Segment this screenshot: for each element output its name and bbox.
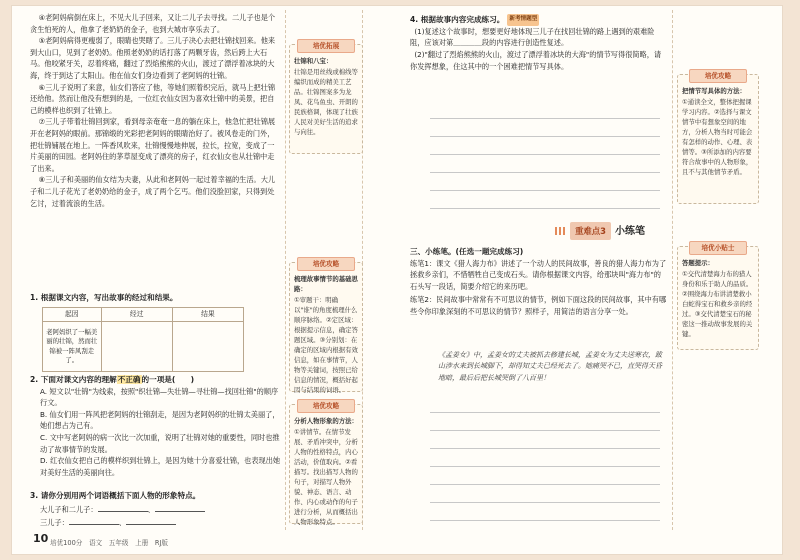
paragraph-4: ④老阿妈病倒在床上，不见大儿子回来，又让二儿子去寻找。二儿子也是个贪生怕死的人，他拿了老奶奶的金子，也到大城市享乐去了。: [30, 13, 276, 34]
question-2-highlight: 不正确: [117, 375, 141, 384]
table-cell-cause: 老阿妈织了一幅美丽的壮锦，然而壮锦被一阵风刮走了。: [43, 322, 102, 372]
section-3-title: 三、小练笔。(任选一题完成练习): [410, 247, 524, 256]
q3-label-a: 大儿子和二儿子：: [40, 504, 98, 514]
sidebar-body: 壮锦是用丝线或棉线等编织而成的精美工艺品。壮锦图案多为龙凤、花鸟鱼虫、开朗的民族格调，体现了壮族人民对美好生活的追求与向往。: [294, 68, 358, 136]
question-4-title: 4. 根据故事内容完成练习。: [410, 15, 505, 24]
column-divider: [285, 10, 286, 530]
q3-line-a: 大儿子和二儿子： 、: [40, 504, 282, 516]
q3-blank-b1[interactable]: [69, 524, 119, 525]
table-header-cause: 起因: [43, 307, 102, 322]
banner-tag: 重难点3: [570, 222, 611, 240]
question-2: [30, 372, 282, 478]
page-footer: 培优100分 语文 五年级 上册 RJ版: [50, 539, 169, 547]
answer-line[interactable]: [430, 412, 660, 413]
table-header-result: 结果: [172, 307, 243, 322]
sidebar-body: ①审题干：明确以"谁"的角度梳理什么顺序脉络。②定区域：根据提示信息，确定答题区域。③分别划：在确定的区域内根据有效信息，如在事情节，人物等关键词，按照已给信息的情况，概括好起因与结果的词语。: [294, 296, 358, 394]
q3-blank-b2[interactable]: [126, 524, 176, 525]
q3-blank-a1[interactable]: [98, 511, 148, 512]
sidebar-body: ①交代清楚海力布的猎人身份和乐于助人的品质。②围绕海力布讲清楚救小白蛇得宝石和救乡亲的经过。③交代清楚宝石的秘密这一推动故事发展的关键。: [682, 270, 753, 338]
answer-line[interactable]: [430, 502, 660, 503]
q4-part-1: (1)复述这个故事时，想要更好地体现三儿子在找回壮锦的路上遇到的艰难险阻，应该对第＿＿＿＿段的内容进行创造性复述。: [410, 26, 655, 48]
column-divider: [672, 10, 673, 530]
page-number: 10: [33, 532, 49, 545]
paragraph-6: ⑥三儿子说明了来意，仙女们答应了他，等她们照着织完后，就马上把壮锦还给他。然而让他没有想到的是，一位红衣仙女因为喜欢壮锦中的美景，把自己的模样也织到了壮锦上。: [30, 82, 276, 115]
sidebar-heading: 梳理故事情节的基础思路：: [294, 275, 358, 293]
section-3: [410, 244, 668, 318]
answer-line[interactable]: [430, 448, 660, 449]
sidebar-heading: 答题提示：: [682, 259, 714, 267]
question-2-tail: 的一项是( ): [141, 375, 195, 384]
question-4-text: [410, 14, 665, 26]
sidebar-body: ①通读全文，整体把握课学习内容。②选择与课文情节中有想象空间的地方，分析人物当时可能会有怎样的动作、心理、表情等。③所添加的内容要符合故事中的人物形象，且不与其他情节矛盾。: [682, 98, 753, 176]
sidebar-heading: 分析人物形象的方法：: [294, 417, 358, 425]
answer-line[interactable]: [430, 118, 660, 119]
q4-part-2: (2)"翻过了烈焰熊熊的火山，渡过了漂浮着冰块的大海"的情节写得很简略，请你发挥想象，住这其中的一个困难把情节写具体。: [410, 49, 662, 71]
q3-line-b: 三儿子： 、: [40, 517, 282, 529]
paragraph-7: ⑦三儿子带着壮锦回到家，看到母亲奄奄一息的躺在床上，他急忙把壮锦展开在老阿妈的眼前。那锦缎的光彩把老阿妈的眼睛治好了。被风卷走的门外，把壮锦铺展在地上。一阵香风吹来，壮锦慢慢地伸展，拉长，拉宽，变成了一片美丽的田园。老阿妈住的茅草屋变成了漂亮的房子，红衣仙女也从壮锦中走了出来。: [30, 117, 276, 173]
sidebar-strategy-detail: [677, 74, 759, 204]
question-4: [410, 12, 665, 72]
q3-label-b: 三儿子：: [40, 518, 69, 528]
sidebar-tab: 培优攻略: [689, 69, 747, 83]
table-cell-result[interactable]: [172, 322, 243, 372]
answer-line[interactable]: [430, 520, 660, 521]
answer-line[interactable]: [430, 466, 660, 467]
sidebar-heading: 壮锦和八宝：: [294, 57, 333, 65]
option-a[interactable]: A. 短文以"壮锦"为线索，按照"织壮锦—失壮锦—寻壮锦—找回壮锦"的顺序行文。: [40, 386, 279, 408]
exercise-2: 练笔2：民间故事中常常有不可思议的情节，例如下面这段的民间故事，其中有哪些令你印象深刻的不可思议的情节？照样子，用简洁的语言分享一处。: [410, 295, 667, 316]
sidebar-strategy-character: [289, 404, 363, 524]
option-c[interactable]: C. 文中写老阿妈的病一次比一次加重，说明了壮锦对她的重要性，同时也推动了故事情节的发展。: [40, 432, 280, 454]
answer-line[interactable]: [430, 136, 660, 137]
sidebar-tab: 培优攻略: [297, 257, 355, 271]
sidebar-heading: 把情节写具体的方法：: [682, 87, 746, 95]
sidebar-body: ①讲情节。在情节发展、矛盾冲突中，分析人物的性格特点，内心活动，价值取向。②看描写。找出描写人物的句子，对描写人物外貌、神态、语言、动作、内心或动作的句子进行分析，从而概括出人物形象特点。: [294, 428, 358, 526]
question-2-text: [30, 374, 282, 386]
question-2-lead: 2. 下面对课文内容的理解: [30, 375, 117, 384]
new-question-badge: 新考情题型: [507, 14, 539, 26]
question-1: [30, 290, 280, 372]
section-banner: [555, 222, 705, 240]
exercise-1: 练笔1：课文《猎人海力布》讲述了一个动人的民间故事，善良的猎人海力布为了拯救乡亲们，不惜牺牲自己变成石头。请你根据课文内容，给那块叫"海力布"的石头写一段话，简要介绍它的来历吧。: [410, 258, 667, 291]
q3-blank-a2[interactable]: [155, 511, 205, 512]
story-table: [42, 307, 244, 373]
sidebar-tab: 培优攻略: [297, 399, 355, 413]
question-3: [30, 488, 282, 529]
answer-line[interactable]: [430, 430, 660, 431]
sidebar-tab: 培优小贴士: [689, 241, 747, 255]
sidebar-strategy-plot: [289, 262, 363, 392]
question-3-text: 3. 请你分别用两个词语概括下面人物的形象特点。: [30, 491, 201, 500]
story-text: [30, 12, 280, 209]
paragraph-8: ⑧三儿子和美丽的仙女结为夫妻，从此和老阿妈一起过着幸福的生活。大儿子和二儿子花光了老奶奶给的金子，成了两个乞丐。他们没脸回家，只得到处乞讨，过着流浪的生活。: [30, 175, 276, 208]
table-cell-process[interactable]: [101, 322, 172, 372]
answer-line[interactable]: [430, 172, 660, 173]
answer-line[interactable]: [430, 484, 660, 485]
option-b[interactable]: B. 仙女们用一阵风把老阿妈的壮锦刮走，是因为老阿妈织的壮锦太美丽了，她们想占为己有。: [40, 409, 280, 431]
banner-title: 小练笔: [614, 226, 645, 237]
paragraph-5: ⑤老阿妈病得更瘦弱了，眼睛也哭瞎了。三儿子决心去把壮锦找回来。他来到大山口，见到了老奶奶。他照老奶奶的话打落了两颗牙齿，然后跨上大石马。他咬紧牙关，忍着疼痛，翻过了烈焰熊熊的火山，渡过了漂浮着冰块的大海，终于到达了太阳山。他在仙女们身边看到了老阿妈的壮锦。: [30, 36, 276, 80]
table-header-process: 经过: [101, 307, 172, 322]
option-d[interactable]: D. 红衣仙女把自己的模样织到壮锦上，是因为她十分喜爱壮锦，也表现出她对美好生活的美丽向往。: [40, 456, 281, 477]
sidebar-tab: 培优拓展: [297, 39, 355, 53]
answer-line[interactable]: [430, 154, 660, 155]
banner-stripes-icon: [555, 227, 567, 235]
question-1-text: 1. 根据课文内容，写出故事的经过和结果。: [30, 293, 178, 302]
example-quote: 《孟姜女》中，孟姜女的丈夫被抓去修建长城，孟姜女为丈夫送寒衣，跋山涉水来到长城脚下，却得知丈夫已经死去了。她痛哭不已，直哭得天昏地暗，最后后把长城哭倒了八百里！: [438, 351, 662, 382]
answer-line[interactable]: [430, 190, 660, 191]
sidebar-extension: [289, 44, 363, 154]
answer-line[interactable]: [430, 208, 660, 209]
sidebar-tips: [677, 246, 759, 350]
